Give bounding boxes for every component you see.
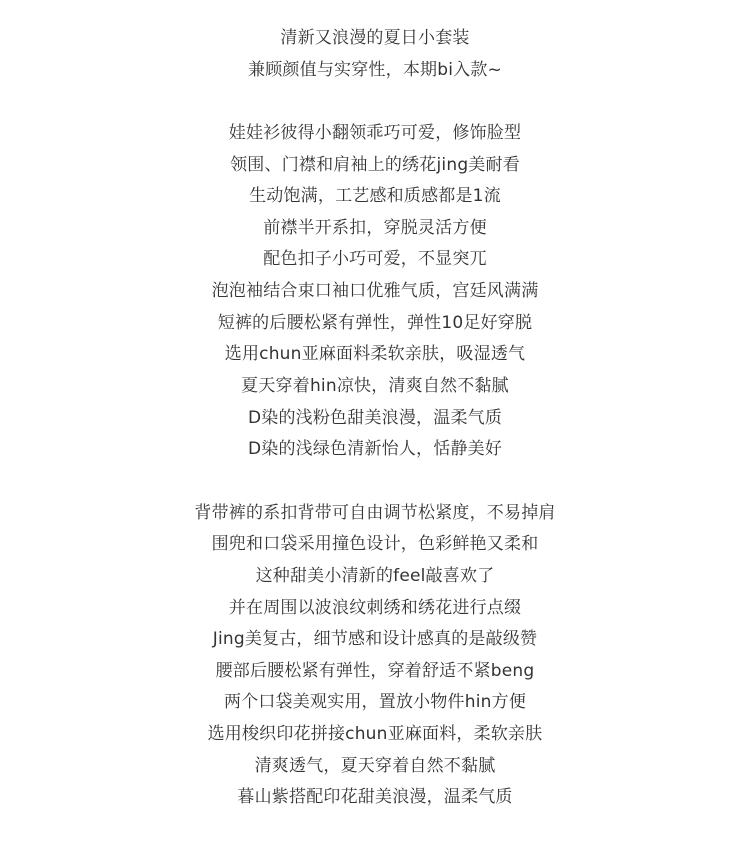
text-line: 夏天穿着hin凉快，清爽自然不黏腻 xyxy=(241,376,509,397)
text-line: 两个口袋美观实用，置放小物件hin方便 xyxy=(223,692,527,713)
product-description xyxy=(0,23,750,814)
text-line: 领围、门襟和肩袖上的绣花jing美耐看 xyxy=(230,154,520,175)
text-line: D染的浅绿色清新怡人，恬静美好 xyxy=(247,439,503,460)
text-line: 腰部后腰松紧有弹性，穿着舒适不紧beng xyxy=(215,660,535,681)
overalls-paragraph xyxy=(0,498,750,814)
intro-paragraph xyxy=(0,23,750,86)
text-line: 选用梭织印花拼接chun亚麻面料，柔软亲肤 xyxy=(207,724,543,745)
text-line: 暮山紫搭配印花甜美浪漫，温柔气质 xyxy=(237,787,513,808)
text-line: 泡泡袖结合束口袖口优雅气质，宫廷风满满 xyxy=(211,281,539,302)
paragraph-gap xyxy=(0,466,750,498)
text-line: 生动饱满，工艺感和质感都是1流 xyxy=(249,186,501,207)
text-line: 配色扣子小巧可爱，不显突兀 xyxy=(263,249,487,270)
text-line: 围兜和口袋采用撞色设计，色彩鲜艳又柔和 xyxy=(211,534,539,555)
text-line: 这种甜美小清新的feel敲喜欢了 xyxy=(255,565,495,586)
text-line: 前襟半开系扣，穿脱灵活方便 xyxy=(263,217,487,238)
text-line: Jing美复古，细节感和设计感真的是敲级赞 xyxy=(212,629,538,650)
blouse-paragraph xyxy=(0,118,750,466)
text-line: 短裤的后腰松紧有弹性，弹性10足好穿脱 xyxy=(217,312,533,333)
text-line: 兼顾颜值与实穿性，本期bi入款~ xyxy=(248,59,502,80)
text-line: 并在周围以波浪纹刺绣和绣花进行点缀 xyxy=(228,597,522,618)
text-line: D染的浅粉色甜美浪漫，温柔气质 xyxy=(247,407,503,428)
text-line: 娃娃衫彼得小翻领乖巧可爱，修饰脸型 xyxy=(228,122,522,143)
text-line: 清爽透气，夏天穿着自然不黏腻 xyxy=(254,755,496,776)
text-line: 选用chun亚麻面料柔软亲肤，吸湿透气 xyxy=(224,344,526,365)
text-line: 清新又浪漫的夏日小套装 xyxy=(280,28,470,48)
paragraph-gap xyxy=(0,86,750,118)
text-line: 背带裤的系扣背带可自由调节松紧度，不易掉肩 xyxy=(194,502,556,523)
